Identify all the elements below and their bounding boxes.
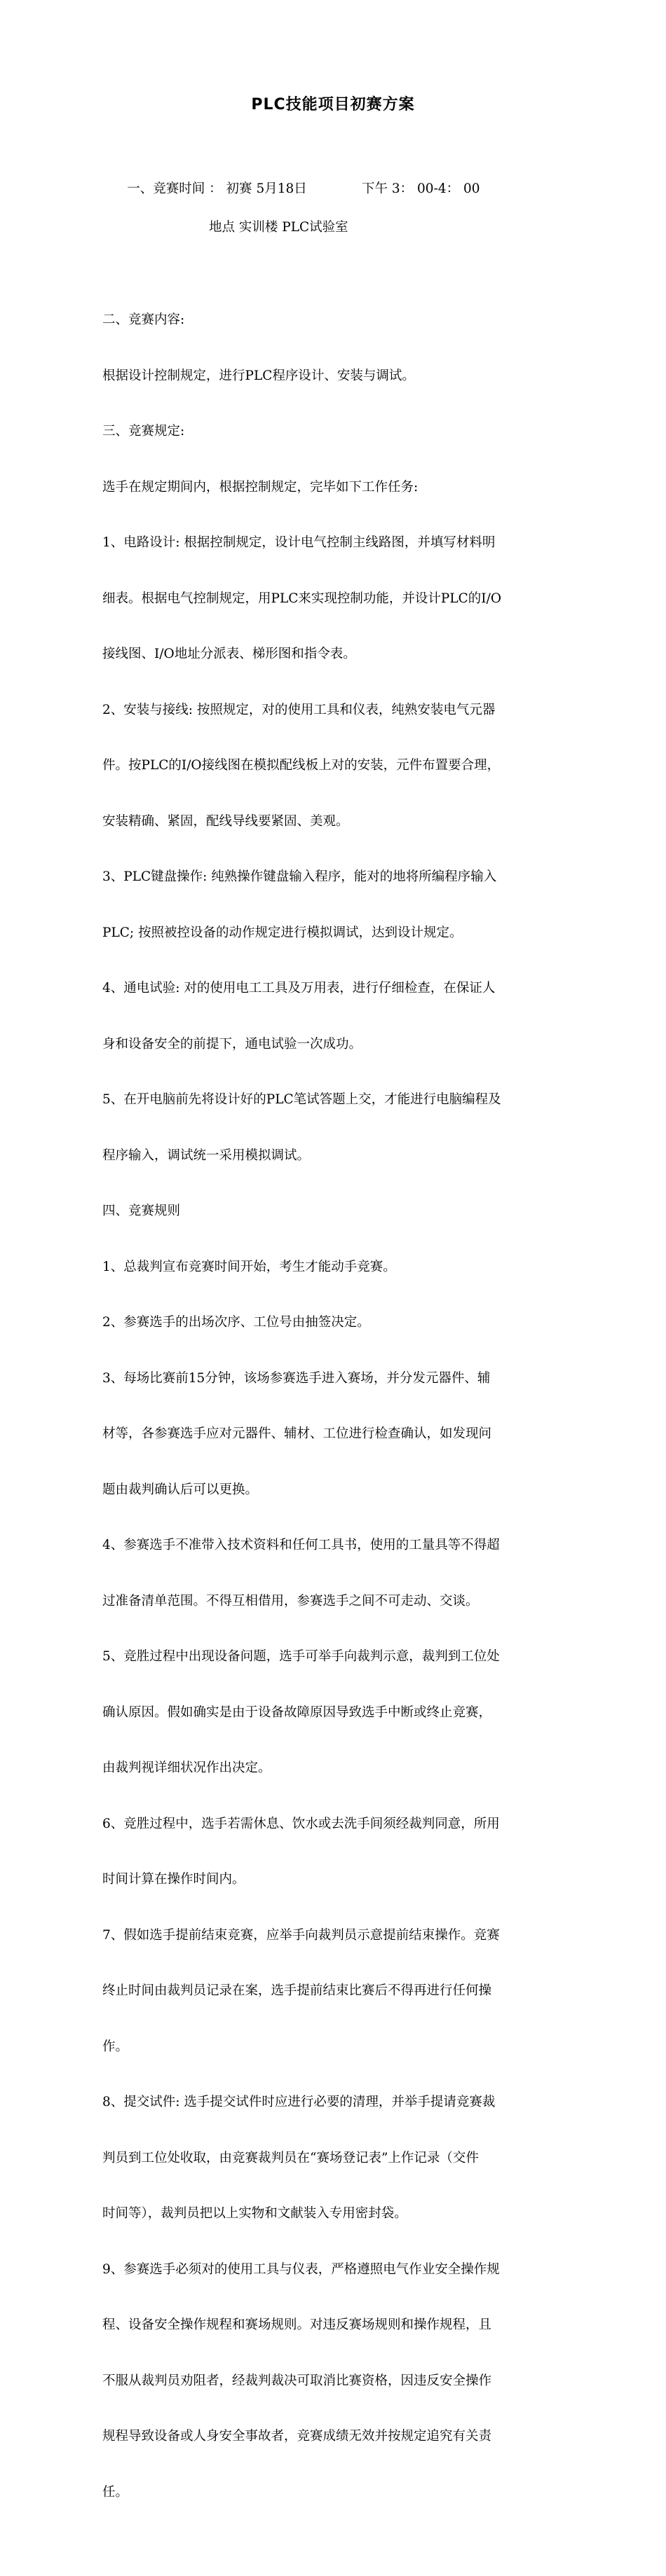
- competition-time-label: 一、竞赛时间 ： 初赛 5月18日: [127, 181, 307, 196]
- text-line: 过准备清单范围。不得互相借用，参赛选手之间不可走动、交谈。: [102, 1593, 479, 1609]
- text-line: 接线图、I/O地址分派表、梯形图和指令表。: [102, 647, 356, 661]
- text-line: 终止时间由裁判员记录在案，选手提前结束比赛后不得再进行任何操: [102, 1983, 492, 1998]
- text-line: 三、竞赛规定:: [102, 424, 185, 439]
- text-line: 不服从裁判员劝阻者，经裁判裁决可取消比赛资格，因违反安全操作: [102, 2373, 492, 2388]
- text-line: 材等，各参赛选手应对元器件、辅材、工位进行检查确认，如发现问: [102, 1426, 492, 1441]
- text-line: 题由裁判确认后可以更换。: [102, 1482, 259, 1497]
- text-line: 二、竞赛内容:: [102, 312, 185, 327]
- competition-time-line: [102, 161, 565, 196]
- text-line: 根据设计控制规定，进行PLC程序设计、安装与调试。: [102, 368, 415, 383]
- text-line: 5、在开电脑前先将设计好的PLC笔试答题上交，才能进行电脑编程及: [102, 1092, 501, 1107]
- text-line: 细表。根据电气控制规定，用PLC来实现控制功能，并设计PLC的I/O: [102, 591, 501, 606]
- competition-location: 地点 实训楼 PLC试验室: [209, 219, 348, 235]
- text-line: 作。: [102, 2039, 129, 2054]
- text-line: 确认原因。假如确实是由于设备故障原因导致选手中断或终止竞赛，: [102, 1704, 492, 1720]
- text-line: 9、参赛选手必须对的使用工具与仪表，严格遵照电气作业安全操作规: [102, 2261, 500, 2277]
- text-line: 7、假如选手提前结束竞赛，应举手向裁判员示意提前结束操作。竞赛: [102, 1927, 500, 1943]
- text-line: 3、每场比赛前15分钟，该场参赛选手进入赛场，并分发元器件、辅: [102, 1370, 491, 1386]
- text-line: 程、设备安全操作规程和赛场规则。对违反赛场规则和操作规程，且: [102, 2317, 492, 2332]
- text-line: 5、竞胜过程中出现设备问题，选手可举手向裁判示意，裁判到工位处: [102, 1649, 500, 1664]
- text-line: 任。: [102, 2484, 129, 2500]
- text-line: 件。按PLC的I/O接线图在模拟配线板上对的安装，元件布置要合理，: [102, 758, 501, 773]
- text-line: PLC; 按照被控设备的动作规定进行模拟调试，达到设计规定。: [102, 925, 463, 940]
- text-line: 4、通电试验: 对的使用电工工具及万用表，进行仔细检查，在保证人: [102, 981, 496, 996]
- text-line: 2、安装与接线: 按照规定，对的使用工具和仪表，纯熟安装电气元器: [102, 702, 496, 717]
- text-line: 2、参赛选手的出场次序、工位号由抽签决定。: [102, 1315, 370, 1330]
- text-line: 规程导致设备或人身安全事故者，竞赛成绩无效并按规定追究有关责: [102, 2429, 492, 2444]
- text-line: 4、参赛选手不准带入技术资料和任何工具书，使用的工量具等不得超: [102, 1538, 500, 1552]
- text-line: 1、电路设计: 根据控制规定，设计电气控制主线路图，并填写材料明: [102, 535, 496, 550]
- text-line: 3、PLC键盘操作: 纯熟操作键盘输入程序，能对的地将所编程序输入: [102, 869, 497, 884]
- text-line: 6、竞胜过程中，选手若需休息、饮水或去洗手间须经裁判同意，所用: [102, 1816, 500, 1831]
- document-title: PLC技能项目初赛方案: [251, 96, 415, 113]
- text-line: 由裁判视详细状况作出决定。: [102, 1761, 271, 1775]
- document-paragraphs: [102, 274, 565, 2539]
- text-line: 程序输入，调试统一采用模拟调试。: [102, 1148, 311, 1163]
- document-body: [102, 124, 565, 2576]
- text-line: 时间等），裁判员把以上实物和文献装入专用密封袋。: [102, 2206, 407, 2221]
- text-line: 选手在规定期间内，根据控制规定，完毕如下工作任务:: [102, 479, 419, 495]
- text-line: 身和设备安全的前提下，通电试验一次成功。: [102, 1036, 362, 1052]
- text-line: 判员到工位处收取，由竞赛裁判员在“赛场登记表”上作记录（交件: [102, 2150, 479, 2165]
- text-line: 安装精确、紧固，配线导线要紧固、美观。: [102, 813, 349, 829]
- competition-time-slot: 下午 3： 00-4： 00: [362, 181, 480, 196]
- text-line: 8、提交试件: 选手提交试件时应进行必要的清理，并举手提请竞赛裁: [102, 2095, 496, 2109]
- text-line: 1、总裁判宣布竞赛时间开始，考生才能动手竞赛。: [102, 1259, 396, 1274]
- text-line: 四、竞赛规则: [102, 1204, 181, 1218]
- text-line: 时间计算在操作时间内。: [102, 1872, 245, 1887]
